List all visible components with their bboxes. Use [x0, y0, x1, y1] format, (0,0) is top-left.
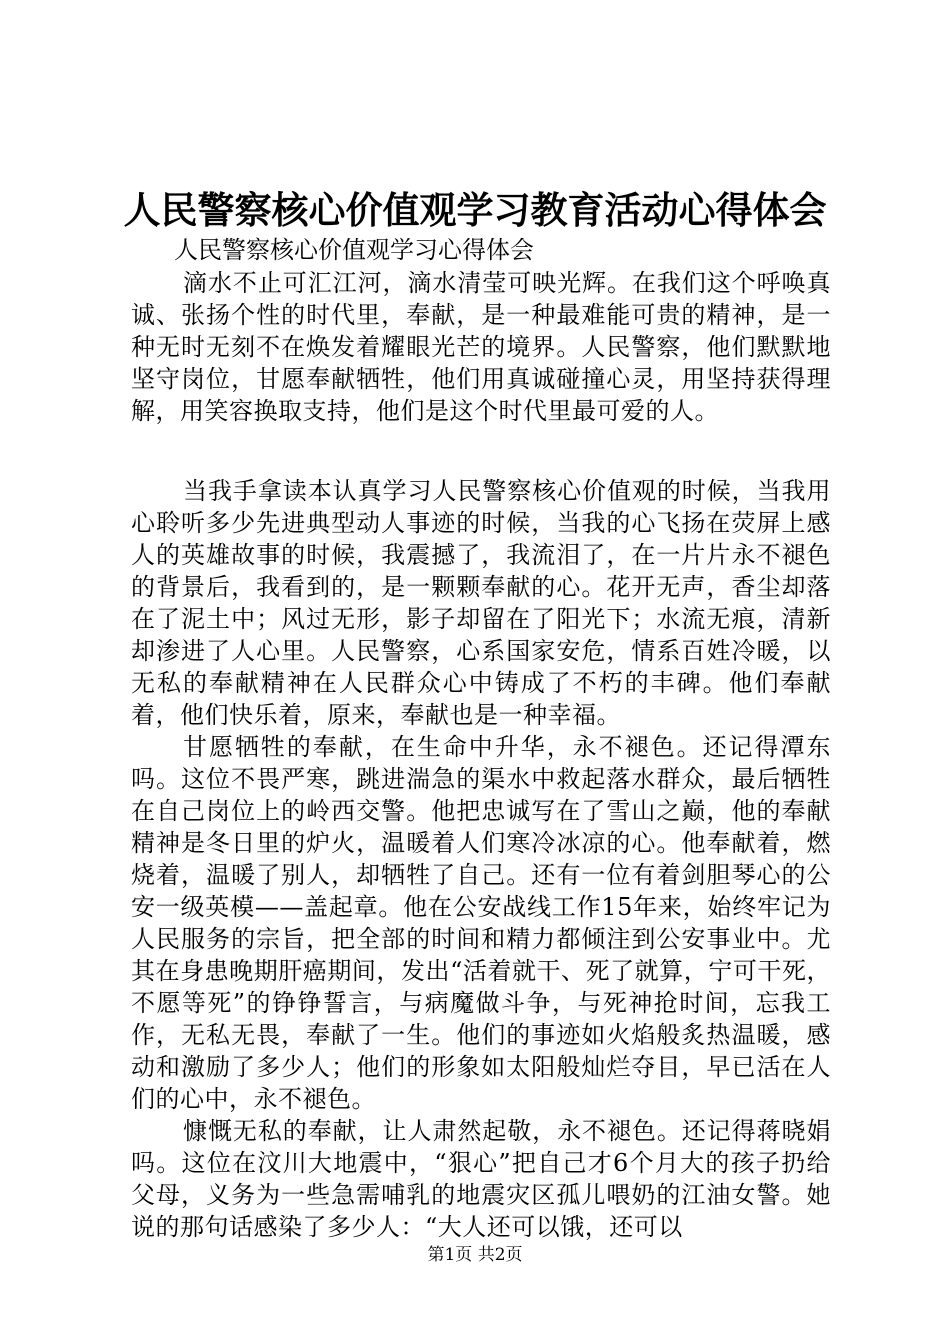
paragraph-1: 滴水不止可汇江河，滴水清莹可映光辉。在我们这个呼唤真诚、张扬个性的时代里，奉献，是一种最难能可贵的精神，是一种无时无刻不在焕发着耀眼光芒的境界。人民警察，他们默默地坚守岗位，甘愿奉献牺牲，他们用真诚碰撞心灵，用坚持获得理解，用笑容换取支持，他们是这个时代里最可爱的人。 — [131, 269, 831, 425]
page-number-footer: 第1页 共2页 — [427, 1245, 523, 1265]
document-subtitle: 人民警察核心价值观学习心得体会 — [174, 236, 534, 264]
paragraph-2: 当我手拿读本认真学习人民警察核心价值观的时候，当我用心聆听多少先进典型动人事迹的时候，当我的心飞扬在荧屏上感人的英雄故事的时候，我震撼了，我流泪了，在一片片永不褪色的背景后，我看到的，是一颗颗奉献的心。花开无声，香尘却落在了泥土中；风过无形，影子却留在了阳光下；水流无痕，清新却渗进了人心里。人民警察，心系国家安危，情系百姓冷暖，以无私的奉献精神在人民群众心中铸成了不朽的丰碑。他们奉献着，他们快乐着，原来，奉献也是一种幸福。 — [131, 477, 831, 729]
paragraph-4: 慷慨无私的奉献，让人肃然起敬，永不褪色。还记得蒋晓娟吗。这位在汶川大地震中，“狠心”把自己才6个月大的孩子扔给父母，义务为一些急需哺乳的地震灾区孤儿喂奶的江油女警。她说的那句话感染了多少人：“大人还可以饿，还可以 — [131, 1117, 831, 1241]
document-title: 人民警察核心价值观学习教育活动心得体会 — [123, 188, 827, 232]
document-body — [131, 234, 831, 1243]
paragraph-3: 甘愿牺牲的奉献，在生命中升华，永不褪色。还记得潭东吗。这位不畏严寒，跳进湍急的渠水中救起落水群众，最后牺牲在自己岗位上的岭西交警。他把忠诚写在了雪山之巅，他的奉献精神是冬日里的炉火，温暖着人们寒冷冰凉的心。他奉献着，燃烧着，温暖了别人，却牺牲了自己。还有一位有着剑胆琴心的公安一级英模——盖起章。他在公安战线工作15年来，始终牢记为人民服务的宗旨，把全部的时间和精力都倾注到公安事业中。尤其在身患晚期肝癌期间，发出“活着就干、死了就算，宁可干死，不愿等死”的铮铮誓言，与病魔做斗争，与死神抢时间，忘我工作，无私无畏，奉献了一生。他们的事迹如火焰般炙热温暖，感动和激励了多少人；他们的形象如太阳般灿烂夺目，早已活在人们的心中，永不褪色。 — [131, 733, 831, 1113]
